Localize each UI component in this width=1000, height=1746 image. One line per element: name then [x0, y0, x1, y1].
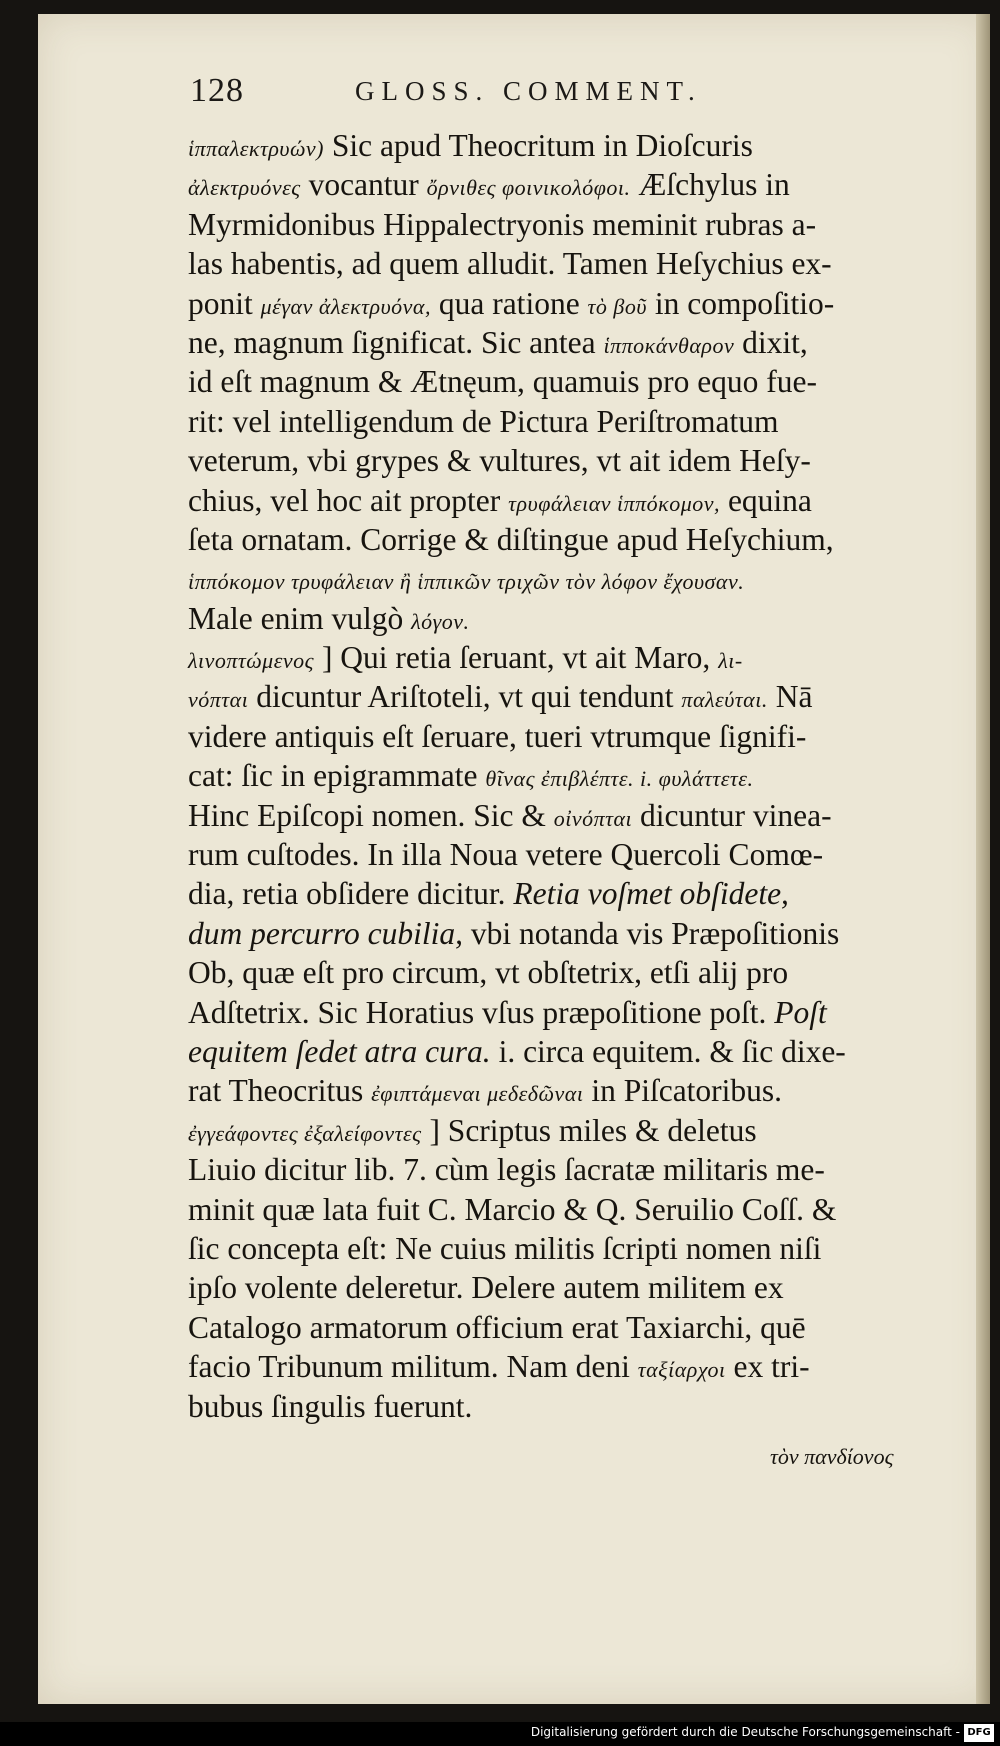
- page-header: [190, 72, 790, 122]
- latin-text: minit quæ lata fuit C. Marcio & Q. Seruilio Coſſ. &: [188, 1191, 837, 1227]
- text-line: [188, 323, 968, 362]
- italic-text: Retia voſmet obſidete,: [513, 876, 789, 912]
- text-line: [188, 874, 968, 913]
- latin-text: dicuntur Ariſtoteli, vt qui tendunt: [248, 679, 682, 715]
- latin-text: ] Qui retia ſeruant, vt ait Maro,: [314, 640, 719, 676]
- page-number: 128: [190, 72, 244, 109]
- latin-text: chius, vel hoc ait propter: [188, 482, 509, 518]
- text-line: [188, 1032, 968, 1071]
- text-line: [188, 756, 968, 795]
- greek-text: ταξίαρχοι: [637, 1357, 726, 1383]
- latin-text: las habentis, ad quem alludit. Tamen Heſychius ex-: [188, 246, 832, 282]
- text-line: [188, 244, 968, 283]
- italic-text: dum percurro cubilia,: [188, 915, 464, 951]
- funding-credit: Digitalisierung gefördert durch die Deutsche Forschungsgemeinschaft -: [530, 1725, 960, 1739]
- text-line: [188, 1111, 968, 1150]
- greek-text: ἐγγεάφοντες ἐξαλείφοντες: [188, 1120, 422, 1146]
- body-text: [188, 126, 968, 1426]
- greek-text: ἱπποκάνθαρον: [603, 332, 735, 358]
- greek-text: ὄρνιθες φοινικολόφοι.: [426, 175, 631, 201]
- latin-text: in compoſitio-: [646, 285, 835, 321]
- catchword: τὸν πανδίονος: [770, 1444, 894, 1469]
- text-line: [188, 1150, 968, 1189]
- text-line: [188, 402, 968, 441]
- greek-text: τρυφάλειαν ἱππόκομον,: [508, 490, 721, 516]
- greek-text: ἐφιπτάμεναι μεδεδῶναι: [371, 1081, 584, 1107]
- page-edge: [976, 14, 990, 1704]
- italic-text: Poſt: [774, 994, 827, 1030]
- text-line: [188, 677, 968, 716]
- greek-text: οἰνόπται: [553, 805, 633, 831]
- latin-text: Male enim vulgò: [188, 600, 412, 636]
- text-line: [188, 835, 968, 874]
- italic-text: equitem ſedet atra cura.: [188, 1033, 491, 1069]
- latin-text: facio Tribunum militum. Nam deni: [188, 1349, 638, 1385]
- greek-text: νόπται: [188, 687, 249, 713]
- latin-text: i. circa equitem. & ſic dixe-: [490, 1033, 846, 1069]
- text-line: [188, 165, 968, 204]
- latin-text: bubus ſingulis fuerunt.: [188, 1388, 473, 1424]
- latin-text: equina: [720, 482, 812, 518]
- greek-text: θῖνας ἐπιβλέπτε. i. φυλάττετε.: [485, 766, 754, 792]
- latin-text: Sic apud Theocritum in Dioſcuris: [323, 128, 753, 163]
- latin-text: rum cuſtodes. In illa Noua vetere Quercoli Comœ-: [188, 837, 824, 873]
- text-line: [188, 638, 968, 677]
- latin-text: videre antiquis eſt ſeruare, tueri vtrumque ſignifi-: [188, 718, 807, 754]
- latin-text: Æſchylus in: [630, 167, 790, 203]
- text-line: [188, 1347, 968, 1386]
- latin-text: ponit: [188, 285, 261, 321]
- text-line: [188, 1387, 968, 1426]
- greek-text: παλεύται.: [681, 687, 768, 713]
- greek-text: λινοπτώμενος: [188, 648, 315, 674]
- greek-text: τὸ βοῦ: [587, 293, 647, 319]
- text-line: [188, 559, 968, 598]
- latin-text: Liuio dicitur lib. 7. cùm legis ſacratæ militaris me-: [188, 1152, 825, 1188]
- latin-text: Adſtetrix. Sic Horatius vſus præpoſitione poſt.: [188, 994, 775, 1030]
- latin-text: qua ratione: [430, 285, 588, 321]
- greek-text: λι-: [718, 648, 743, 674]
- latin-text: Ob, quæ eſt pro circum, vt obſtetrix, etſi alij pro: [188, 955, 789, 991]
- latin-text: vocantur: [300, 167, 427, 203]
- latin-text: dicuntur vinea-: [632, 797, 832, 833]
- latin-text: veterum, vbi grypes & vultures, vt ait idem Heſy-: [188, 443, 811, 479]
- latin-text: ] Scriptus miles & deletus: [421, 1112, 757, 1148]
- text-line: [188, 481, 968, 520]
- text-line: [188, 599, 968, 638]
- latin-text: vbi notanda vis Præpoſitionis: [463, 915, 840, 951]
- latin-text: ſeta ornatam. Corrige & diſtingue apud Heſychium,: [188, 521, 834, 557]
- greek-text: ἀλεκτρυόνες: [188, 175, 301, 201]
- latin-text: cat: ſic in epigrammate: [188, 758, 486, 794]
- text-line: [188, 362, 968, 401]
- latin-text: Myrmidonibus Hippalectryonis meminit rubras a-: [188, 206, 817, 242]
- text-line: [188, 284, 968, 323]
- greek-text: μέγαν ἀλεκτρυόνα,: [260, 293, 431, 319]
- text-line: [188, 993, 968, 1032]
- text-line: [188, 796, 968, 835]
- text-line: [188, 1190, 968, 1229]
- latin-text: id eſt magnum & Ætnęum, quamuis pro equo fue-: [188, 364, 818, 400]
- greek-text: λόγον.: [411, 608, 470, 634]
- text-line: [188, 1071, 968, 1110]
- text-line: [188, 914, 968, 953]
- text-line: [188, 441, 968, 480]
- greek-text: ἱππαλεκτρυών): [188, 136, 324, 161]
- latin-text: Catalogo armatorum officium erat Taxiarchi, quē: [188, 1309, 806, 1345]
- greek-text: ἱππόκομον τρυφάλειαν ἢ ἱππικῶν τριχῶν τὸν λόφον ἔχουσαν.: [188, 569, 745, 595]
- latin-text: dixit,: [734, 324, 808, 360]
- text-line: [188, 205, 968, 244]
- latin-text: rat Theocritus: [188, 1073, 372, 1109]
- latin-text: ex tri-: [725, 1349, 810, 1385]
- text-line: [188, 126, 968, 165]
- running-head: GLOSS. COMMENT.: [355, 76, 702, 106]
- latin-text: dia, retia obſidere dicitur.: [188, 876, 514, 912]
- latin-text: in Piſcatoribus.: [583, 1073, 783, 1109]
- text-line: [188, 520, 968, 559]
- latin-text: ne, magnum ſignificat. Sic antea: [188, 324, 604, 360]
- text-line: [188, 1229, 968, 1268]
- text-line: [188, 953, 968, 992]
- latin-text: Nā: [767, 679, 813, 715]
- text-line: [188, 1268, 968, 1307]
- latin-text: rit: vel intelligendum de Pictura Periſtromatum: [188, 403, 779, 439]
- text-line: [188, 717, 968, 756]
- dfg-logo: DFG: [964, 1724, 994, 1742]
- latin-text: Hinc Epiſcopi nomen. Sic &: [188, 797, 554, 833]
- latin-text: ſic concepta eſt: Ne cuius militis ſcripti nomen niſi: [188, 1230, 822, 1266]
- latin-text: ipſo volente deleretur. Delere autem militem ex: [188, 1270, 784, 1306]
- text-line: [188, 1308, 968, 1347]
